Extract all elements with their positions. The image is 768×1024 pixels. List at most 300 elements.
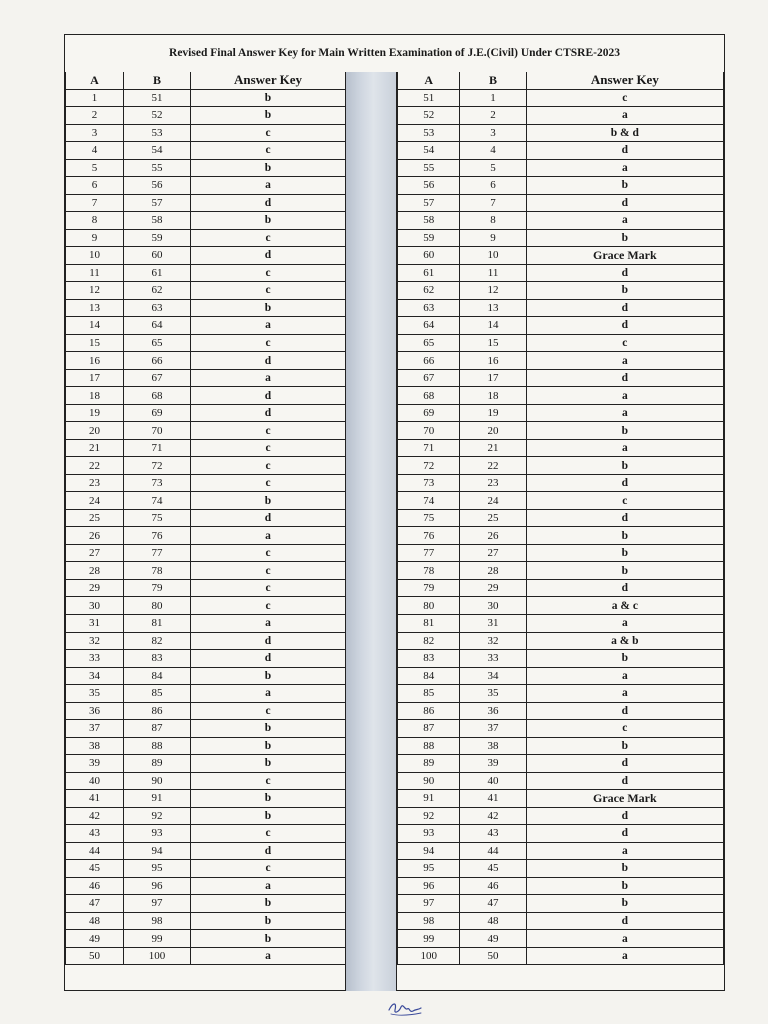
cell-answer: a bbox=[191, 685, 346, 703]
cell-b: 39 bbox=[460, 755, 526, 773]
cell-a: 95 bbox=[398, 860, 460, 878]
cell-b: 55 bbox=[124, 159, 191, 177]
cell-answer: a bbox=[191, 317, 346, 335]
cell-b: 25 bbox=[460, 509, 526, 527]
cell-a: 48 bbox=[66, 912, 124, 930]
cell-a: 26 bbox=[66, 527, 124, 545]
cell-b: 24 bbox=[460, 492, 526, 510]
table-row bbox=[66, 562, 346, 580]
cell-a: 68 bbox=[398, 387, 460, 405]
cell-answer: b bbox=[526, 177, 723, 195]
cell-answer: a bbox=[191, 177, 346, 195]
cell-b: 32 bbox=[460, 632, 526, 650]
table-row bbox=[398, 912, 724, 930]
cell-a: 77 bbox=[398, 544, 460, 562]
cell-a: 24 bbox=[66, 492, 124, 510]
table-row bbox=[398, 597, 724, 615]
cell-a: 13 bbox=[66, 299, 124, 317]
cell-answer: c bbox=[191, 457, 346, 475]
cell-answer: b & d bbox=[526, 124, 723, 142]
table-row bbox=[66, 895, 346, 913]
cell-a: 14 bbox=[66, 317, 124, 335]
cell-answer: a bbox=[526, 107, 723, 125]
cell-a: 31 bbox=[66, 614, 124, 632]
cell-answer: d bbox=[526, 142, 723, 160]
cell-b: 19 bbox=[460, 404, 526, 422]
cell-answer: a bbox=[526, 159, 723, 177]
table-row bbox=[66, 877, 346, 895]
table-row bbox=[398, 474, 724, 492]
table-row bbox=[398, 755, 724, 773]
cell-a: 17 bbox=[66, 369, 124, 387]
cell-b: 80 bbox=[124, 597, 191, 615]
cell-b: 7 bbox=[460, 194, 526, 212]
table-row bbox=[66, 614, 346, 632]
cell-answer: d bbox=[526, 509, 723, 527]
table-row bbox=[66, 142, 346, 160]
cell-b: 56 bbox=[124, 177, 191, 195]
cell-answer: c bbox=[191, 860, 346, 878]
cell-b: 13 bbox=[460, 299, 526, 317]
cell-b: 33 bbox=[460, 650, 526, 668]
cell-b: 34 bbox=[460, 667, 526, 685]
cell-a: 92 bbox=[398, 807, 460, 825]
table-row bbox=[66, 825, 346, 843]
cell-answer: d bbox=[191, 509, 346, 527]
cell-b: 76 bbox=[124, 527, 191, 545]
table-row bbox=[398, 790, 724, 808]
table-row bbox=[66, 212, 346, 230]
cell-b: 60 bbox=[124, 247, 191, 265]
table-row bbox=[398, 334, 724, 352]
cell-a: 96 bbox=[398, 877, 460, 895]
cell-answer: d bbox=[191, 650, 346, 668]
cell-answer: c bbox=[191, 825, 346, 843]
table-row bbox=[398, 737, 724, 755]
cell-answer: c bbox=[191, 772, 346, 790]
cell-answer: d bbox=[526, 825, 723, 843]
cell-b: 72 bbox=[124, 457, 191, 475]
cell-answer: d bbox=[526, 369, 723, 387]
center-divider bbox=[345, 72, 397, 991]
cell-a: 28 bbox=[66, 562, 124, 580]
document-title: Revised Final Answer Key for Main Written Examination of J.E.(Civil) Under CTSRE-2023 bbox=[169, 47, 620, 59]
table-row bbox=[66, 509, 346, 527]
cell-b: 94 bbox=[124, 842, 191, 860]
cell-answer: b bbox=[526, 737, 723, 755]
cell-a: 16 bbox=[66, 352, 124, 370]
cell-a: 9 bbox=[66, 229, 124, 247]
table-row bbox=[398, 527, 724, 545]
cell-answer: a bbox=[526, 212, 723, 230]
cell-a: 12 bbox=[66, 282, 124, 300]
cell-b: 71 bbox=[124, 439, 191, 457]
cell-b: 44 bbox=[460, 842, 526, 860]
cell-b: 50 bbox=[460, 947, 526, 965]
cell-answer: b bbox=[526, 895, 723, 913]
table-row bbox=[66, 317, 346, 335]
cell-answer: d bbox=[191, 247, 346, 265]
cell-answer: c bbox=[526, 334, 723, 352]
cell-answer: b bbox=[526, 860, 723, 878]
table-row bbox=[66, 159, 346, 177]
cell-answer: b bbox=[191, 492, 346, 510]
cell-a: 84 bbox=[398, 667, 460, 685]
cell-b: 27 bbox=[460, 544, 526, 562]
table-row bbox=[66, 124, 346, 142]
cell-answer: a & c bbox=[526, 597, 723, 615]
cell-a: 97 bbox=[398, 895, 460, 913]
cell-a: 83 bbox=[398, 650, 460, 668]
table-row bbox=[66, 439, 346, 457]
cell-b: 47 bbox=[460, 895, 526, 913]
table-row bbox=[398, 317, 724, 335]
cell-a: 46 bbox=[66, 877, 124, 895]
cell-b: 62 bbox=[124, 282, 191, 300]
table-row bbox=[66, 474, 346, 492]
cell-answer: a bbox=[526, 667, 723, 685]
cell-b: 1 bbox=[460, 89, 526, 107]
cell-answer: b bbox=[191, 89, 346, 107]
cell-answer: d bbox=[526, 579, 723, 597]
cell-b: 53 bbox=[124, 124, 191, 142]
table-row bbox=[66, 667, 346, 685]
cell-a: 75 bbox=[398, 509, 460, 527]
cell-answer: d bbox=[526, 807, 723, 825]
cell-b: 38 bbox=[460, 737, 526, 755]
table-row bbox=[66, 860, 346, 878]
answer-table-left bbox=[65, 72, 346, 965]
table-row bbox=[398, 369, 724, 387]
cell-b: 8 bbox=[460, 212, 526, 230]
cell-answer: b bbox=[526, 650, 723, 668]
cell-answer: b bbox=[526, 282, 723, 300]
table-row bbox=[398, 142, 724, 160]
cell-b: 14 bbox=[460, 317, 526, 335]
cell-b: 43 bbox=[460, 825, 526, 843]
column-header-a: A bbox=[398, 72, 460, 89]
table-row bbox=[398, 544, 724, 562]
cell-answer: c bbox=[191, 124, 346, 142]
column-header-b: B bbox=[124, 72, 191, 89]
cell-b: 87 bbox=[124, 720, 191, 738]
table-row bbox=[66, 422, 346, 440]
cell-answer: a bbox=[526, 352, 723, 370]
cell-answer: c bbox=[191, 702, 346, 720]
cell-answer: b bbox=[191, 930, 346, 948]
cell-answer: a bbox=[191, 947, 346, 965]
cell-b: 74 bbox=[124, 492, 191, 510]
cell-answer: c bbox=[191, 282, 346, 300]
cell-a: 63 bbox=[398, 299, 460, 317]
cell-a: 6 bbox=[66, 177, 124, 195]
cell-b: 77 bbox=[124, 544, 191, 562]
table-row bbox=[66, 282, 346, 300]
table-row bbox=[66, 107, 346, 125]
table-header-row bbox=[398, 72, 724, 89]
cell-a: 2 bbox=[66, 107, 124, 125]
table-row bbox=[398, 562, 724, 580]
cell-b: 92 bbox=[124, 807, 191, 825]
cell-a: 64 bbox=[398, 317, 460, 335]
cell-answer: c bbox=[191, 439, 346, 457]
cell-a: 21 bbox=[66, 439, 124, 457]
cell-a: 45 bbox=[66, 860, 124, 878]
cell-b: 67 bbox=[124, 369, 191, 387]
table-row bbox=[66, 930, 346, 948]
table-row bbox=[66, 89, 346, 107]
table-row bbox=[398, 492, 724, 510]
column-header-b: B bbox=[460, 72, 526, 89]
cell-answer: b bbox=[191, 895, 346, 913]
cell-a: 100 bbox=[398, 947, 460, 965]
cell-a: 70 bbox=[398, 422, 460, 440]
cell-a: 7 bbox=[66, 194, 124, 212]
cell-answer: b bbox=[191, 667, 346, 685]
table-row bbox=[398, 422, 724, 440]
cell-answer: b bbox=[191, 159, 346, 177]
table-row bbox=[66, 457, 346, 475]
cell-a: 3 bbox=[66, 124, 124, 142]
cell-answer: Grace Mark bbox=[526, 790, 723, 808]
cell-a: 65 bbox=[398, 334, 460, 352]
cell-a: 89 bbox=[398, 755, 460, 773]
cell-answer: a bbox=[191, 369, 346, 387]
cell-b: 70 bbox=[124, 422, 191, 440]
cell-b: 82 bbox=[124, 632, 191, 650]
table-row bbox=[398, 159, 724, 177]
table-row bbox=[398, 842, 724, 860]
cell-a: 49 bbox=[66, 930, 124, 948]
table-row bbox=[66, 685, 346, 703]
cell-b: 99 bbox=[124, 930, 191, 948]
cell-b: 65 bbox=[124, 334, 191, 352]
cell-b: 98 bbox=[124, 912, 191, 930]
cell-b: 3 bbox=[460, 124, 526, 142]
cell-a: 43 bbox=[66, 825, 124, 843]
cell-a: 79 bbox=[398, 579, 460, 597]
cell-answer: d bbox=[526, 264, 723, 282]
table-row bbox=[398, 667, 724, 685]
cell-answer: c bbox=[191, 229, 346, 247]
cell-b: 15 bbox=[460, 334, 526, 352]
table-row bbox=[398, 439, 724, 457]
cell-answer: b bbox=[526, 562, 723, 580]
table-header-row bbox=[66, 72, 346, 89]
cell-a: 37 bbox=[66, 720, 124, 738]
cell-b: 86 bbox=[124, 702, 191, 720]
cell-b: 97 bbox=[124, 895, 191, 913]
table-row bbox=[66, 264, 346, 282]
cell-b: 52 bbox=[124, 107, 191, 125]
cell-answer: c bbox=[191, 579, 346, 597]
table-row bbox=[66, 579, 346, 597]
table-row bbox=[66, 229, 346, 247]
table-row bbox=[398, 860, 724, 878]
cell-b: 79 bbox=[124, 579, 191, 597]
table-row bbox=[398, 947, 724, 965]
cell-a: 58 bbox=[398, 212, 460, 230]
table-row bbox=[398, 264, 724, 282]
table-row bbox=[398, 720, 724, 738]
cell-b: 17 bbox=[460, 369, 526, 387]
cell-answer: c bbox=[191, 597, 346, 615]
cell-answer: c bbox=[191, 422, 346, 440]
table-row bbox=[398, 614, 724, 632]
table-row bbox=[398, 579, 724, 597]
table-row bbox=[66, 369, 346, 387]
cell-answer: d bbox=[191, 194, 346, 212]
table-row bbox=[66, 947, 346, 965]
table-row bbox=[398, 299, 724, 317]
cell-b: 30 bbox=[460, 597, 526, 615]
table-row bbox=[398, 632, 724, 650]
table-row bbox=[398, 702, 724, 720]
cell-b: 51 bbox=[124, 89, 191, 107]
cell-a: 47 bbox=[66, 895, 124, 913]
cell-b: 12 bbox=[460, 282, 526, 300]
cell-answer: a & b bbox=[526, 632, 723, 650]
cell-b: 59 bbox=[124, 229, 191, 247]
cell-a: 32 bbox=[66, 632, 124, 650]
table-row bbox=[66, 597, 346, 615]
table-row bbox=[66, 912, 346, 930]
table-row bbox=[398, 177, 724, 195]
table-row bbox=[66, 720, 346, 738]
cell-a: 18 bbox=[66, 387, 124, 405]
table-row bbox=[66, 702, 346, 720]
cell-b: 66 bbox=[124, 352, 191, 370]
cell-a: 80 bbox=[398, 597, 460, 615]
table-row bbox=[66, 650, 346, 668]
cell-b: 75 bbox=[124, 509, 191, 527]
cell-b: 48 bbox=[460, 912, 526, 930]
cell-a: 34 bbox=[66, 667, 124, 685]
table-row bbox=[398, 877, 724, 895]
cell-answer: d bbox=[526, 474, 723, 492]
cell-a: 56 bbox=[398, 177, 460, 195]
cell-b: 26 bbox=[460, 527, 526, 545]
table-row bbox=[398, 89, 724, 107]
table-row bbox=[66, 194, 346, 212]
cell-answer: a bbox=[191, 877, 346, 895]
cell-a: 66 bbox=[398, 352, 460, 370]
table-row bbox=[398, 650, 724, 668]
cell-answer: d bbox=[191, 404, 346, 422]
table-row bbox=[66, 737, 346, 755]
cell-b: 78 bbox=[124, 562, 191, 580]
cell-a: 60 bbox=[398, 247, 460, 265]
cell-answer: a bbox=[526, 439, 723, 457]
table-row bbox=[66, 790, 346, 808]
cell-b: 83 bbox=[124, 650, 191, 668]
cell-b: 37 bbox=[460, 720, 526, 738]
cell-b: 69 bbox=[124, 404, 191, 422]
cell-answer: a bbox=[526, 404, 723, 422]
table-row bbox=[398, 404, 724, 422]
table-row bbox=[398, 352, 724, 370]
table-row bbox=[66, 247, 346, 265]
cell-b: 100 bbox=[124, 947, 191, 965]
cell-a: 81 bbox=[398, 614, 460, 632]
table-row bbox=[66, 544, 346, 562]
cell-b: 29 bbox=[460, 579, 526, 597]
table-row bbox=[66, 492, 346, 510]
cell-b: 6 bbox=[460, 177, 526, 195]
cell-a: 33 bbox=[66, 650, 124, 668]
cell-b: 22 bbox=[460, 457, 526, 475]
cell-a: 90 bbox=[398, 772, 460, 790]
cell-a: 41 bbox=[66, 790, 124, 808]
cell-a: 61 bbox=[398, 264, 460, 282]
cell-b: 93 bbox=[124, 825, 191, 843]
cell-a: 99 bbox=[398, 930, 460, 948]
cell-a: 40 bbox=[66, 772, 124, 790]
cell-a: 5 bbox=[66, 159, 124, 177]
cell-b: 61 bbox=[124, 264, 191, 282]
cell-a: 85 bbox=[398, 685, 460, 703]
cell-a: 29 bbox=[66, 579, 124, 597]
cell-b: 36 bbox=[460, 702, 526, 720]
cell-answer: d bbox=[526, 299, 723, 317]
cell-b: 16 bbox=[460, 352, 526, 370]
table-row bbox=[398, 509, 724, 527]
table-row bbox=[66, 772, 346, 790]
cell-answer: c bbox=[191, 544, 346, 562]
cell-a: 15 bbox=[66, 334, 124, 352]
cell-a: 20 bbox=[66, 422, 124, 440]
cell-b: 73 bbox=[124, 474, 191, 492]
table-row bbox=[66, 299, 346, 317]
cell-a: 76 bbox=[398, 527, 460, 545]
cell-b: 40 bbox=[460, 772, 526, 790]
cell-answer: b bbox=[191, 737, 346, 755]
table-row bbox=[398, 930, 724, 948]
cell-answer: b bbox=[526, 527, 723, 545]
table-row bbox=[66, 334, 346, 352]
cell-answer: d bbox=[526, 912, 723, 930]
cell-answer: b bbox=[191, 807, 346, 825]
cell-answer: c bbox=[526, 720, 723, 738]
cell-a: 55 bbox=[398, 159, 460, 177]
column-header-a: A bbox=[66, 72, 124, 89]
cell-a: 74 bbox=[398, 492, 460, 510]
cell-answer: c bbox=[191, 474, 346, 492]
cell-answer: c bbox=[191, 334, 346, 352]
cell-answer: b bbox=[526, 877, 723, 895]
cell-answer: c bbox=[191, 562, 346, 580]
cell-a: 8 bbox=[66, 212, 124, 230]
cell-a: 93 bbox=[398, 825, 460, 843]
cell-b: 85 bbox=[124, 685, 191, 703]
cell-b: 5 bbox=[460, 159, 526, 177]
cell-answer: a bbox=[526, 947, 723, 965]
cell-answer: a bbox=[526, 614, 723, 632]
cell-b: 81 bbox=[124, 614, 191, 632]
cell-answer: b bbox=[526, 422, 723, 440]
cell-answer: b bbox=[191, 212, 346, 230]
cell-answer: c bbox=[526, 89, 723, 107]
cell-answer: a bbox=[526, 930, 723, 948]
cell-answer: d bbox=[526, 772, 723, 790]
cell-b: 10 bbox=[460, 247, 526, 265]
cell-answer: d bbox=[191, 842, 346, 860]
cell-answer: c bbox=[191, 142, 346, 160]
cell-b: 9 bbox=[460, 229, 526, 247]
cell-answer: Grace Mark bbox=[526, 247, 723, 265]
cell-a: 1 bbox=[66, 89, 124, 107]
cell-b: 42 bbox=[460, 807, 526, 825]
